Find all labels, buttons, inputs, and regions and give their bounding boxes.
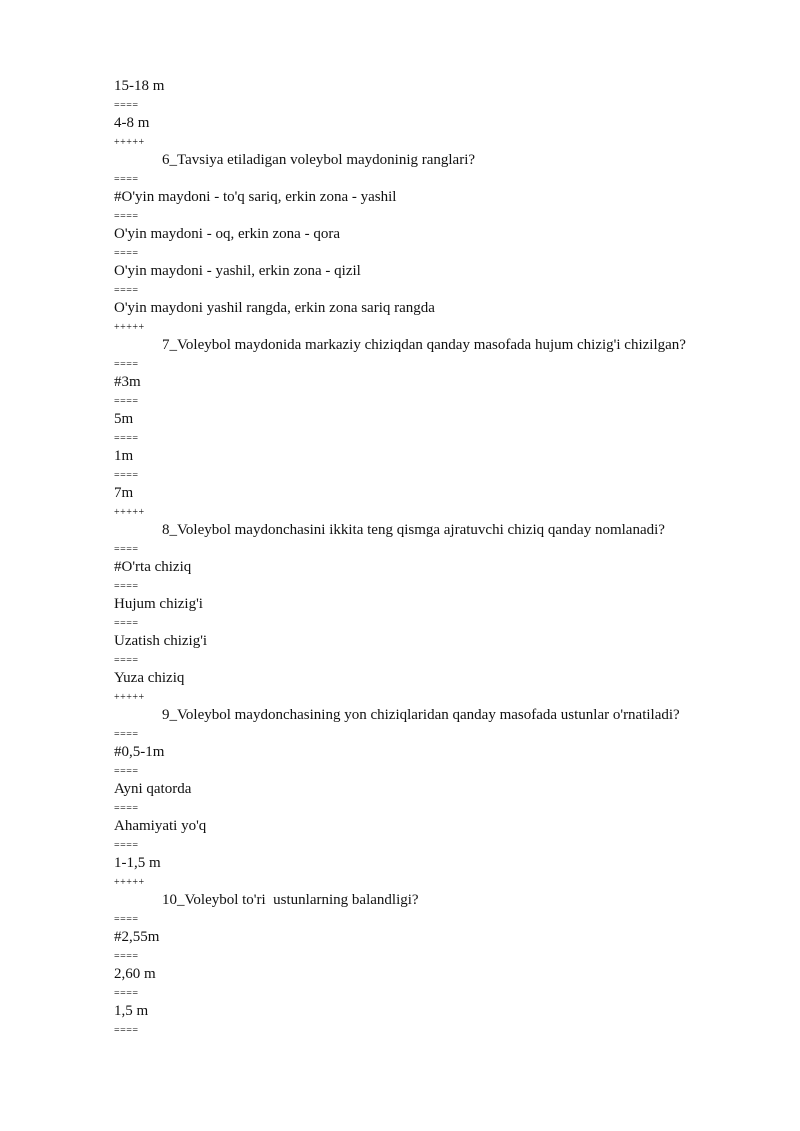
separator-line: ==== [114, 766, 139, 777]
answer-option: Ahamiyati yo'q [114, 818, 207, 834]
answer-option: O'yin maydoni yashil rangda, erkin zona sariq rangda [114, 300, 435, 316]
answer-option: 7m [114, 485, 134, 501]
document-page [114, 76, 754, 1038]
answer-option: #O'yin maydoni - to'q sariq, erkin zona - yashil [114, 189, 397, 205]
question-text: 6_Tavsiya etiladigan voleybol maydoninig ranglari? [162, 152, 476, 168]
separator-line: ==== [114, 359, 139, 370]
answer-option: #0,5-1m [114, 744, 165, 760]
answer-option: 1m [114, 448, 134, 464]
answer-option: #2,55m [114, 929, 160, 945]
answer-option: O'yin maydoni - yashil, erkin zona - qizil [114, 263, 361, 279]
separator-line: ==== [114, 618, 139, 629]
separator-line: +++++ [114, 322, 145, 333]
separator-line: ==== [114, 174, 139, 185]
separator-line: ==== [114, 544, 139, 555]
question-text: 8_Voleybol maydonchasini ikkita teng qismga ajratuvchi chiziq qanday nomlanadi? [162, 522, 665, 538]
separator-line: ==== [114, 803, 139, 814]
answer-option: 5m [114, 411, 134, 427]
answer-option: 15-18 m [114, 78, 165, 94]
answer-option: Hujum chizig'i [114, 596, 203, 612]
separator-line: ==== [114, 100, 139, 111]
separator-line: ==== [114, 1025, 139, 1036]
separator-line: ==== [114, 396, 139, 407]
separator-line: +++++ [114, 137, 145, 148]
question-text: 9_Voleybol maydonchasining yon chiziqlaridan qanday masofada ustunlar o'rnatiladi? [162, 707, 680, 723]
separator-line: ==== [114, 655, 139, 666]
answer-option: Uzatish chizig'i [114, 633, 208, 649]
separator-line: +++++ [114, 692, 145, 703]
separator-line: ==== [114, 729, 139, 740]
answer-option: 1-1,5 m [114, 855, 161, 871]
separator-line: ==== [114, 470, 139, 481]
separator-line: ==== [114, 951, 139, 962]
question-text: 10_Voleybol to'ri ustunlarning balandligi? [162, 892, 419, 908]
separator-line: ==== [114, 211, 139, 222]
separator-line: ==== [114, 285, 139, 296]
answer-option: Yuza chiziq [114, 670, 185, 686]
separator-line: ==== [114, 914, 139, 925]
separator-line: ==== [114, 988, 139, 999]
question-text: 7_Voleybol maydonida markaziy chiziqdan qanday masofada hujum chizig'i chizilgan? [162, 337, 686, 353]
answer-option: 4-8 m [114, 115, 150, 131]
answer-option: O'yin maydoni - oq, erkin zona - qora [114, 226, 340, 242]
separator-line: ==== [114, 840, 139, 851]
answer-option: 1,5 m [114, 1003, 149, 1019]
answer-option: #3m [114, 374, 141, 390]
separator-line: ==== [114, 248, 139, 259]
answer-option: Ayni qatorda [114, 781, 192, 797]
separator-line: +++++ [114, 507, 145, 518]
answer-option: 2,60 m [114, 966, 156, 982]
separator-line: +++++ [114, 877, 145, 888]
answer-option: #O'rta chiziq [114, 559, 192, 575]
separator-line: ==== [114, 433, 139, 444]
separator-line: ==== [114, 581, 139, 592]
